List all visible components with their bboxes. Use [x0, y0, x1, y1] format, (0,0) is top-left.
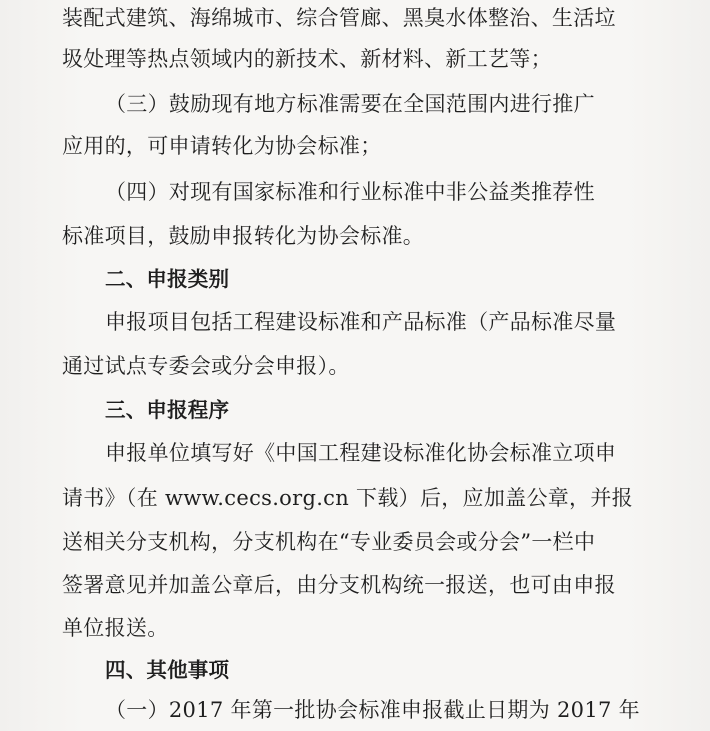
paragraph-line: 申报单位填写好《中国工程建设标准化协会标准立项申: [105, 441, 617, 465]
paragraph-line: 应用的，可申请转化为协会标准；: [62, 134, 382, 158]
paragraph-line: 圾处理等热点领域内的新技术、新材料、新工艺等；: [62, 47, 552, 71]
paragraph-line: （四）对现有国家标准和行业标准中非公益类推荐性: [105, 180, 595, 204]
paragraph-line: 单位报送。: [62, 616, 169, 640]
paragraph-line: 签署意见并加盖公章后，由分支机构统一报送，也可由申报: [62, 573, 616, 597]
section-heading: 二、申报类别: [105, 267, 230, 291]
paragraph-line: 送相关分支机构，分支机构在“专业委员会或分会”一栏中: [62, 530, 596, 554]
paragraph-line: （一）2017 年第一批协会标准申报截止日期为 2017 年: [105, 698, 640, 722]
paragraph-line: 请书》（在 www.cecs.org.cn 下载）后，应加盖公章，并报: [62, 486, 633, 510]
section-heading: 三、申报程序: [105, 398, 230, 422]
paragraph-line: 通过试点专委会或分会申报）。: [62, 354, 350, 378]
paragraph-line: 装配式建筑、海绵城市、综合管廊、黑臭水体整治、生活垃: [62, 6, 616, 30]
section-heading: 四、其他事项: [105, 658, 230, 682]
paragraph-line: 申报项目包括工程建设标准和产品标准（产品标准尽量: [105, 310, 617, 334]
paragraph-line: （三）鼓励现有地方标准需要在全国范围内进行推广: [105, 92, 595, 116]
paragraph-line: 标准项目，鼓励申报转化为协会标准。: [62, 224, 425, 248]
